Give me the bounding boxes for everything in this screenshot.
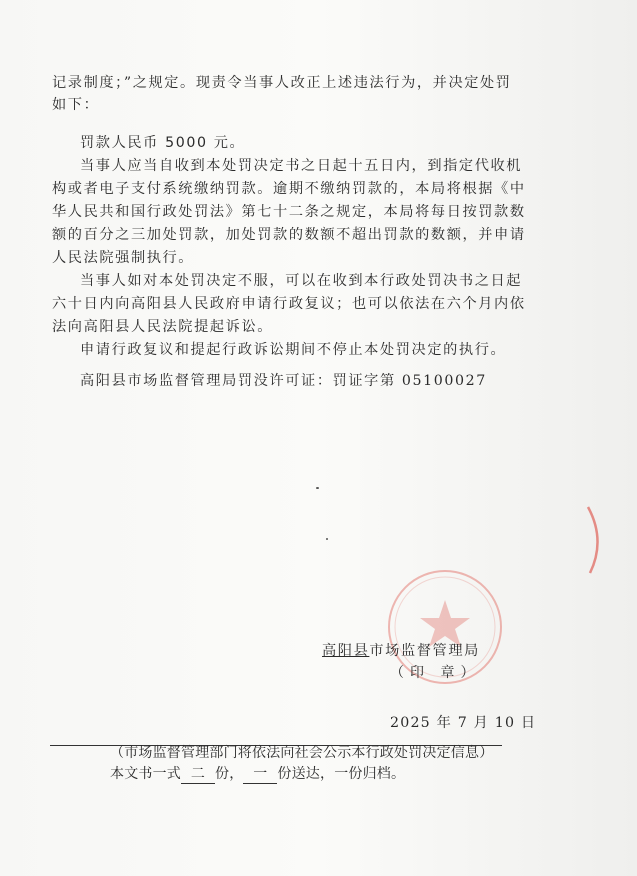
no-suspend-line: 申请行政复议和提起行政诉讼期间不停止本处罚决定的执行。: [80, 342, 507, 358]
copies-total: 二: [181, 763, 215, 784]
payment-line-1: 当事人应当自收到本处罚决定书之日起十五日内，到指定代收机: [80, 158, 523, 174]
payment-line-3: 华人民共和国行政处罚法》第七十二条之规定，本局将每日按罚款数: [52, 204, 526, 220]
scan-speck: [316, 487, 319, 489]
copies-suffix: 份送达，一份归档。: [277, 766, 406, 782]
para-top-line2: 如下：: [52, 97, 100, 113]
penalty-prefix: 罚款人民币: [80, 135, 166, 151]
copies-sent: 一: [243, 763, 277, 784]
signature-county: 高阳县: [322, 643, 370, 659]
stamp-label: （印 章）: [390, 665, 481, 681]
copies-mid: 份，: [215, 766, 244, 782]
penalty-amount: 5000: [165, 135, 208, 151]
appeal-line-3: 法向高阳县人民法院提起诉讼。: [52, 319, 274, 335]
copies-line: [110, 763, 405, 784]
para-top-line1: 记录制度；”之规定。现责令当事人改正上述违法行为，并决定处罚: [52, 75, 512, 91]
issue-date: 2025 年 7 月 10 日: [390, 715, 537, 731]
payment-line-4: 额的百分之三加处罚款，加处罚款的数额不超出罚款的数额，并申请: [52, 227, 526, 243]
payment-line-5: 人民法院强制执行。: [52, 250, 195, 266]
penalty-line: [52, 132, 552, 154]
appeal-line-1: 当事人如对本处罚决定不服，可以在收到本行政处罚决书之日起: [80, 273, 523, 289]
payment-line-2: 构或者电子支付系统缴纳罚款。逾期不缴纳罚款的，本局将根据《中: [52, 181, 526, 197]
license-line: 高阳县市场监督管理局罚没许可证：罚证字第 05100027: [80, 373, 487, 389]
appeal-line-2: 六十日内向高阳县人民政府申请行政复议；也可以依法在六个月内依: [52, 296, 526, 312]
edge-seal-fragment-icon: [580, 505, 610, 575]
scan-speck: [326, 538, 328, 540]
publication-note: （市场监督管理部门将依法向社会公示本行政处罚决定信息）: [110, 745, 494, 761]
penalty-suffix: 元。: [207, 135, 246, 151]
signature-authority: [322, 640, 480, 660]
copies-prefix: 本文书一式: [110, 766, 181, 782]
signature-bureau: 市场监督管理局: [369, 643, 480, 659]
